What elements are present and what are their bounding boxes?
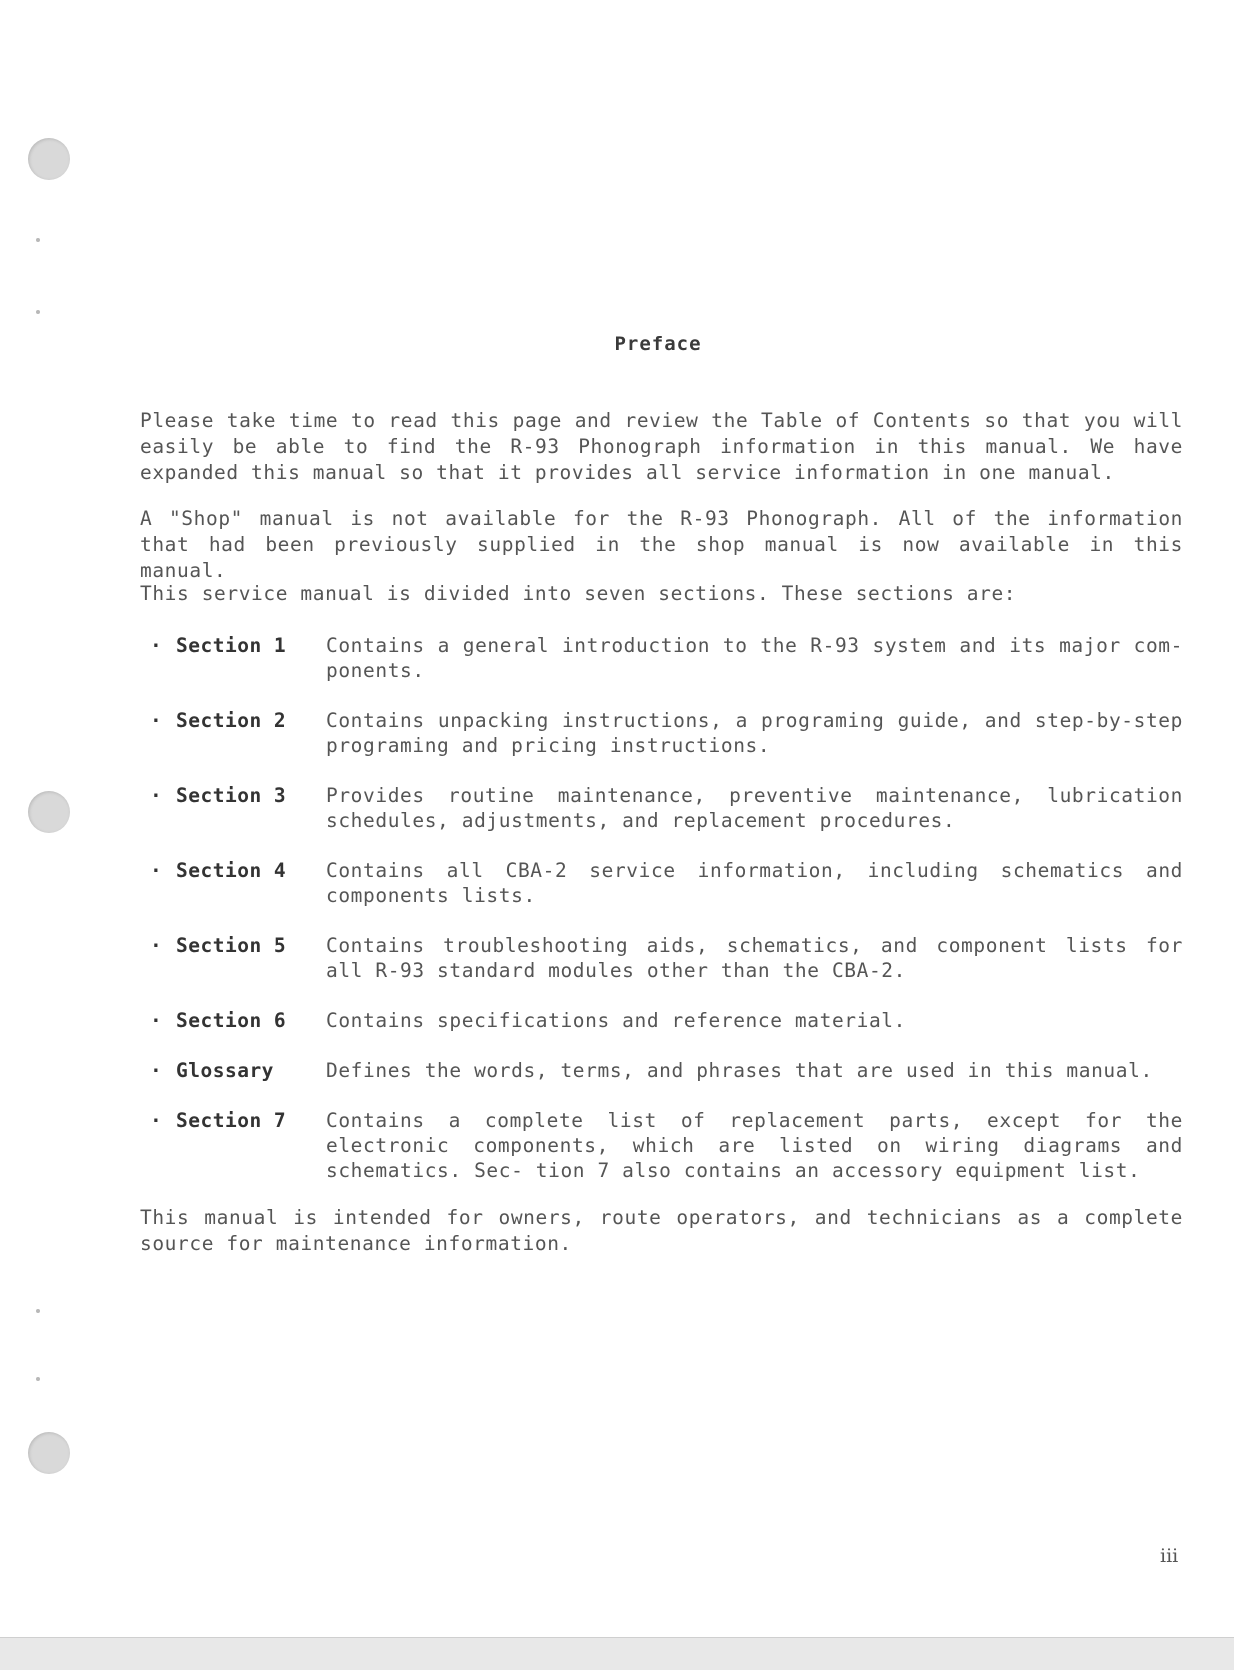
section-label-text: Section 6 — [176, 1009, 287, 1032]
speck — [36, 238, 40, 242]
section-description: Defines the words, terms, and phrases that are used in this manual. — [326, 1059, 1153, 1082]
section-description: Contains specifications and reference material. — [326, 1009, 906, 1032]
section-description: Contains troubleshooting aids, schematics, and component lists for all R-93 standard modules other than the CBA-2. — [326, 934, 1183, 982]
sections-intro-paragraph: This service manual is divided into seven sections. These sections are: — [140, 582, 1017, 605]
punch-hole-middle — [28, 791, 70, 833]
page-title: Preface — [614, 333, 702, 355]
bullet-icon: · — [150, 709, 163, 732]
section-label-text: Section 3 — [176, 784, 287, 807]
section-list-item — [150, 783, 1183, 833]
section-list-item — [150, 1058, 1183, 1083]
bullet-icon: · — [150, 934, 163, 957]
section-label-text: Section 1 — [176, 634, 287, 657]
shop-manual-paragraph: A "Shop" manual is not available for the R-93 Phonograph. All of the information that had been previously supplied in the shop manual is now available in this manual. — [140, 507, 1183, 582]
section-label — [150, 708, 326, 758]
scan-bottom-edge — [0, 1637, 1234, 1670]
speck — [36, 1377, 40, 1381]
section-description: Contains unpacking instructions, a programing guide, and step-by-step programing and pricing instructions. — [326, 709, 1183, 757]
section-label-text: Glossary — [176, 1059, 274, 1082]
section-description: Contains all CBA-2 service information, including schematics and components lists. — [326, 859, 1183, 907]
section-list-item — [150, 633, 1183, 683]
bullet-icon: · — [150, 1009, 163, 1032]
page-number: iii — [1160, 1545, 1179, 1567]
bullet-icon: · — [150, 784, 163, 807]
section-label — [150, 858, 326, 908]
speck — [36, 310, 40, 314]
section-description: Contains a complete list of replacement parts, except for the electronic components, which are listed on wiring diagrams and schematics. Sec- tion 7 also contains an accessory equipment list. — [326, 1109, 1183, 1182]
section-label — [150, 1008, 326, 1033]
section-list-item — [150, 858, 1183, 908]
section-label — [150, 1108, 326, 1183]
punch-hole-bottom — [28, 1432, 70, 1474]
punch-hole-top — [28, 138, 70, 180]
speck — [36, 1309, 40, 1313]
bullet-icon: · — [150, 1109, 163, 1132]
section-list-item — [150, 708, 1183, 758]
section-list-item — [150, 1008, 1183, 1033]
section-list-item — [150, 1108, 1183, 1183]
closing-paragraph: This manual is intended for owners, route operators, and technicians as a complete source for maintenance information. — [140, 1206, 1183, 1255]
section-label-text: Section 4 — [176, 859, 287, 882]
section-description: Contains a general introduction to the R-93 system and its major com- ponents. — [326, 634, 1183, 682]
section-label-text: Section 7 — [176, 1109, 287, 1132]
section-label — [150, 1058, 326, 1083]
intro-paragraph: Please take time to read this page and review the Table of Contents so that you will easily be able to find the R-93 Phonograph information in this manual. We have expanded this manual so that it provides all service information in one manual. — [140, 409, 1183, 484]
bullet-icon: · — [150, 1059, 163, 1082]
bullet-icon: · — [150, 859, 163, 882]
bullet-icon: · — [150, 634, 163, 657]
section-description: Provides routine maintenance, preventive maintenance, lubrication schedules, adjustments, and replacement procedures. — [326, 784, 1183, 832]
section-label — [150, 633, 326, 683]
section-label-text: Section 5 — [176, 934, 287, 957]
section-label-text: Section 2 — [176, 709, 287, 732]
section-list-item — [150, 933, 1183, 983]
section-label — [150, 933, 326, 983]
section-label — [150, 783, 326, 833]
